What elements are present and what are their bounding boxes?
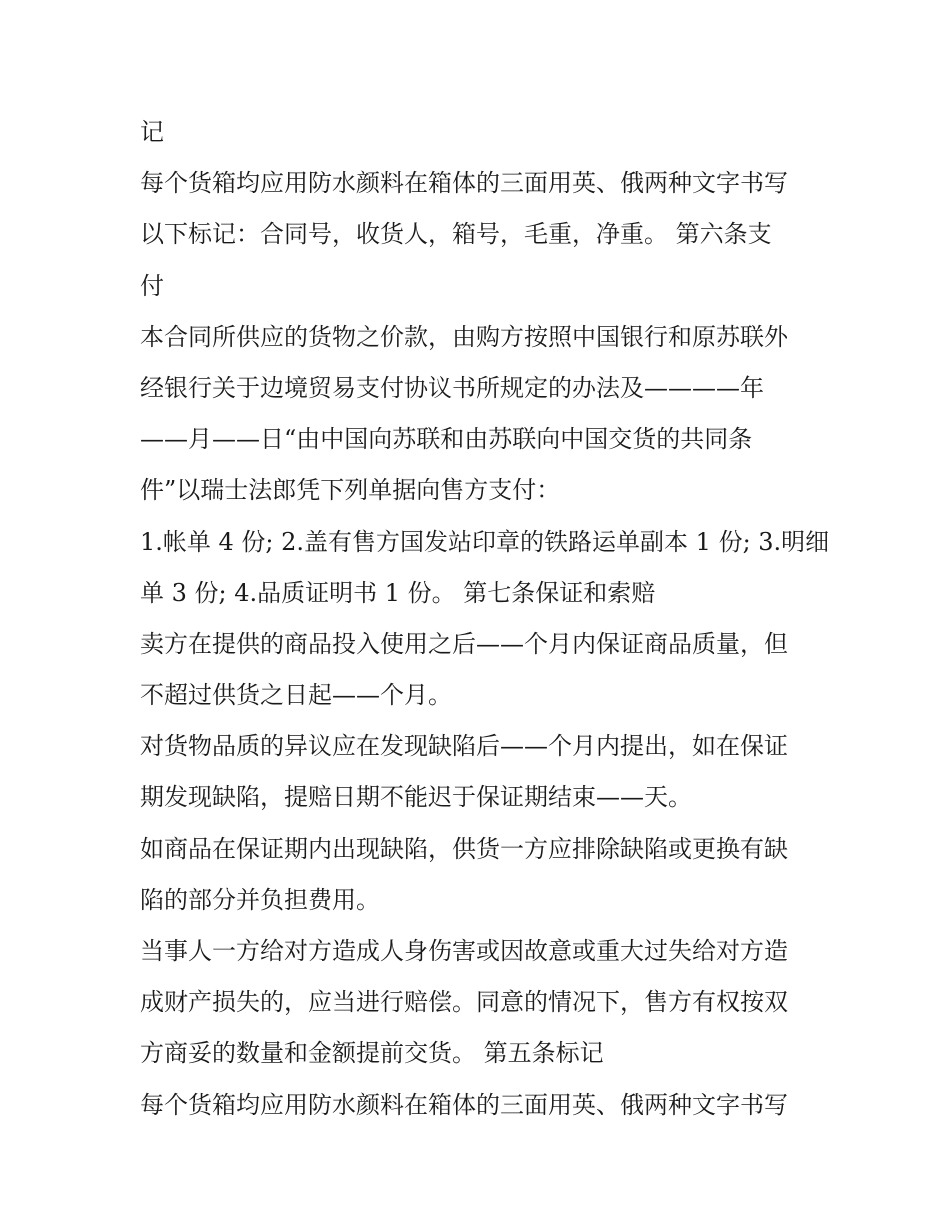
text-line: 件”以瑞士法郎凭下列单据向售方支付： (140, 476, 561, 505)
text-line: 单 3 份; 4.品质证明书 1 份。 第七条保证和索赔 (140, 578, 656, 607)
text-line: 每个货箱均应用防水颜料在箱体的三面用英、俄两种文字书写 (140, 169, 788, 198)
text-line: 期发现缺陷，提赔日期不能迟于保证期结束——天。 (140, 783, 692, 812)
text-line: 当事人一方给对方造成人身伤害或因故意或重大过失给对方造 (140, 937, 788, 965)
text-line: 陷的部分并负担费用。 (140, 885, 380, 914)
text-line: ——月——日“由中国向苏联和由苏联向中国交货的共同条 (140, 425, 753, 454)
text-line: 卖方在提供的商品投入使用之后——个月内保证商品质量，但 (140, 629, 788, 658)
text-line: 成财产损失的，应当进行赔偿。同意的情况下，售方有权按双 (140, 988, 788, 1017)
document-body (140, 107, 830, 1131)
text-line: 如商品在保证期内出现缺陷，供货一方应排除缺陷或更换有缺 (140, 834, 788, 863)
text-line: 方商妥的数量和金额提前交货。 第五条标记 (140, 1039, 604, 1068)
text-line: 本合同所供应的货物之价款，由购方按照中国银行和原苏联外 (140, 322, 788, 351)
text-line: 每个货箱均应用防水颜料在箱体的三面用英、俄两种文字书写 (140, 1090, 788, 1119)
text-line: 付 (140, 271, 164, 300)
text-line: 不超过供货之日起——个月。 (140, 681, 452, 710)
text-line: 对货物品质的异议应在发现缺陷后——个月内提出，如在保证 (140, 732, 788, 761)
text-line: 以下标记：合同号，收货人，箱号，毛重，净重。 第六条支 (140, 220, 772, 249)
text-line: 经银行关于边境贸易支付协议书所规定的办法及————年 (140, 373, 764, 402)
text-line: 1.帐单 4 份; 2.盖有售方国发站印章的铁路运单副本 1 份; 3.明细 (140, 527, 830, 556)
text-line: 记 (140, 118, 164, 146)
